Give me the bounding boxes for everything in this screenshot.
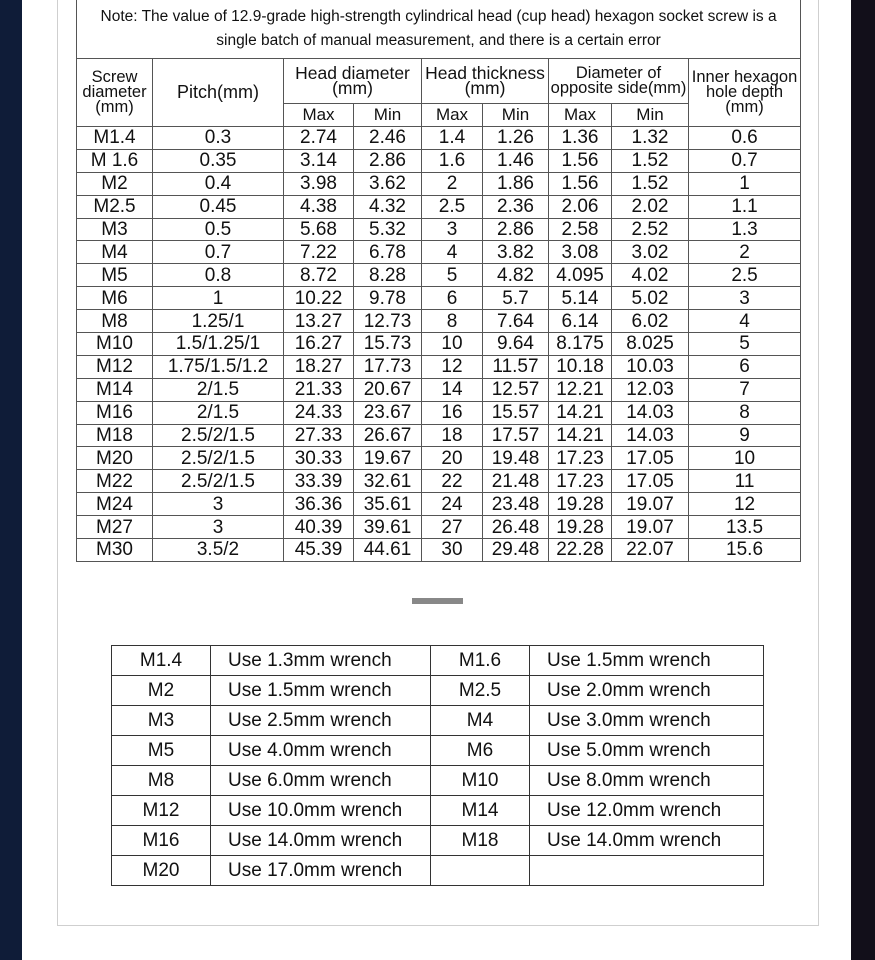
cell-hole-depth: 13.5 [689, 516, 801, 539]
cell-pitch: 2.5/2/1.5 [153, 424, 284, 447]
cell-screw-size: M20 [112, 856, 211, 886]
cell-opposite-side-min: 1.52 [612, 172, 689, 195]
cell-wrench-size: Use 14.0mm wrench [530, 826, 764, 856]
cell-hole-depth: 0.7 [689, 149, 801, 172]
cell-head-thickness-min: 21.48 [483, 470, 549, 493]
cell-opposite-side-max: 19.28 [549, 493, 612, 516]
wrench-size-table [111, 645, 764, 886]
cell-screw-diameter: M20 [77, 447, 153, 470]
cell-screw-diameter: M6 [77, 287, 153, 310]
cell-pitch: 0.5 [153, 218, 284, 241]
cell-head-thickness-max: 27 [422, 516, 483, 539]
cell-pitch: 0.35 [153, 149, 284, 172]
cell-opposite-side-max: 17.23 [549, 470, 612, 493]
cell-head-diameter-max: 33.39 [284, 470, 354, 493]
cell-wrench-size: Use 4.0mm wrench [211, 736, 431, 766]
cell-head-thickness-max: 24 [422, 493, 483, 516]
header-head-diameter-max: Max [284, 104, 354, 127]
cell-head-diameter-max: 16.27 [284, 333, 354, 356]
table-row [77, 333, 801, 356]
cell-head-thickness-min: 29.48 [483, 539, 549, 562]
table-row [77, 401, 801, 424]
cell-head-thickness-max: 3 [422, 218, 483, 241]
cell-wrench-size: Use 1.3mm wrench [211, 646, 431, 676]
cell-screw-diameter: M8 [77, 310, 153, 333]
cell-head-thickness-max: 6 [422, 287, 483, 310]
cell-head-thickness-min: 19.48 [483, 447, 549, 470]
cell-pitch: 1.5/1.25/1 [153, 333, 284, 356]
cell-wrench-size: Use 3.0mm wrench [530, 706, 764, 736]
cell-screw-diameter: M12 [77, 355, 153, 378]
cell-opposite-side-min: 5.02 [612, 287, 689, 310]
cell-opposite-side-max: 12.21 [549, 378, 612, 401]
section-divider [412, 598, 463, 604]
cell-screw-diameter: M14 [77, 378, 153, 401]
cell-head-thickness-min: 23.48 [483, 493, 549, 516]
cell-head-diameter-min: 3.62 [354, 172, 422, 195]
cell-pitch: 2/1.5 [153, 401, 284, 424]
cell-head-diameter-max: 21.33 [284, 378, 354, 401]
cell-head-thickness-max: 22 [422, 470, 483, 493]
cell-head-diameter-min: 15.73 [354, 333, 422, 356]
cell-opposite-side-min: 19.07 [612, 516, 689, 539]
cell-head-diameter-min: 8.28 [354, 264, 422, 287]
cell-wrench-size: Use 8.0mm wrench [530, 766, 764, 796]
cell-head-diameter-min: 26.67 [354, 424, 422, 447]
cell-opposite-side-min: 8.025 [612, 333, 689, 356]
header-screw-diameter: Screw diameter (mm) [77, 59, 153, 127]
cell-opposite-side-min: 22.07 [612, 539, 689, 562]
cell-head-thickness-max: 20 [422, 447, 483, 470]
cell-pitch: 2/1.5 [153, 378, 284, 401]
cell-head-thickness-min: 9.64 [483, 333, 549, 356]
cell-head-thickness-min: 15.57 [483, 401, 549, 424]
cell-hole-depth: 11 [689, 470, 801, 493]
cell-head-thickness-min: 12.57 [483, 378, 549, 401]
cell-screw-size: M16 [112, 826, 211, 856]
cell-head-diameter-min: 20.67 [354, 378, 422, 401]
cell-screw-diameter: M2 [77, 172, 153, 195]
cell-head-diameter-max: 30.33 [284, 447, 354, 470]
header-pitch: Pitch(mm) [153, 59, 284, 127]
cell-head-diameter-max: 24.33 [284, 401, 354, 424]
cell-screw-size: M2.5 [431, 676, 530, 706]
table-row [112, 826, 764, 856]
cell-head-diameter-max: 40.39 [284, 516, 354, 539]
cell-pitch: 3 [153, 516, 284, 539]
header-opposite-side: Diameter of opposite side(mm) [549, 59, 689, 104]
cell-head-diameter-min: 2.46 [354, 127, 422, 150]
cell-head-thickness-min: 26.48 [483, 516, 549, 539]
cell-hole-depth: 1 [689, 172, 801, 195]
cell-opposite-side-max: 6.14 [549, 310, 612, 333]
cell-wrench-size: Use 14.0mm wrench [211, 826, 431, 856]
cell-screw-diameter: M5 [77, 264, 153, 287]
cell-opposite-side-min: 6.02 [612, 310, 689, 333]
cell-pitch: 2.5/2/1.5 [153, 447, 284, 470]
cell-opposite-side-min: 17.05 [612, 470, 689, 493]
cell-hole-depth: 1.3 [689, 218, 801, 241]
cell-screw-size: M3 [112, 706, 211, 736]
cell-head-thickness-max: 30 [422, 539, 483, 562]
cell-opposite-side-min: 19.07 [612, 493, 689, 516]
cell-wrench-size: Use 5.0mm wrench [530, 736, 764, 766]
cell-opposite-side-max: 14.21 [549, 424, 612, 447]
cell-screw-size: M10 [431, 766, 530, 796]
table-row [77, 539, 801, 562]
header-head-thickness: Head thickness (mm) [422, 59, 549, 104]
cell-pitch: 0.45 [153, 195, 284, 218]
cell-screw-diameter: M18 [77, 424, 153, 447]
cell-screw-diameter: M3 [77, 218, 153, 241]
cell-hole-depth: 3 [689, 287, 801, 310]
cell-head-thickness-min: 2.36 [483, 195, 549, 218]
cell-hole-depth: 12 [689, 493, 801, 516]
header-head-diameter-min: Min [354, 104, 422, 127]
cell-head-thickness-min: 7.64 [483, 310, 549, 333]
cell-head-diameter-min: 2.86 [354, 149, 422, 172]
cell-head-diameter-min: 17.73 [354, 355, 422, 378]
cell-head-diameter-max: 8.72 [284, 264, 354, 287]
cell-head-thickness-min: 4.82 [483, 264, 549, 287]
table-row [77, 241, 801, 264]
cell-head-thickness-max: 12 [422, 355, 483, 378]
cell-screw-diameter: M 1.6 [77, 149, 153, 172]
cell-screw-size: M8 [112, 766, 211, 796]
cell-opposite-side-min: 4.02 [612, 264, 689, 287]
cell-opposite-side-max: 5.14 [549, 287, 612, 310]
cell-head-diameter-min: 44.61 [354, 539, 422, 562]
right-border-strip [851, 0, 875, 960]
cell-pitch: 1.75/1.5/1.2 [153, 355, 284, 378]
cell-wrench-size: Use 12.0mm wrench [530, 796, 764, 826]
cell-hole-depth: 5 [689, 333, 801, 356]
table-row [112, 856, 764, 886]
cell-screw-diameter: M30 [77, 539, 153, 562]
cell-opposite-side-min: 17.05 [612, 447, 689, 470]
cell-screw-size: M14 [431, 796, 530, 826]
table-row [77, 516, 801, 539]
cell-hole-depth: 9 [689, 424, 801, 447]
screw-spec-table [76, 0, 801, 562]
cell-head-diameter-max: 13.27 [284, 310, 354, 333]
table-row [77, 287, 801, 310]
table-row [77, 172, 801, 195]
cell-hole-depth: 4 [689, 310, 801, 333]
header-opposite-side-min: Min [612, 104, 689, 127]
cell-head-diameter-max: 18.27 [284, 355, 354, 378]
table-row [77, 355, 801, 378]
cell-opposite-side-max: 2.58 [549, 218, 612, 241]
cell-pitch: 0.4 [153, 172, 284, 195]
cell-head-thickness-max: 4 [422, 241, 483, 264]
cell-head-thickness-min: 5.7 [483, 287, 549, 310]
header-head-thickness-max: Max [422, 104, 483, 127]
table-row [77, 195, 801, 218]
header-head-diameter: Head diameter (mm) [284, 59, 422, 104]
cell-opposite-side-min: 12.03 [612, 378, 689, 401]
cell-screw-diameter: M10 [77, 333, 153, 356]
cell-screw-diameter: M16 [77, 401, 153, 424]
cell-opposite-side-min: 3.02 [612, 241, 689, 264]
table-row [77, 447, 801, 470]
cell-head-diameter-min: 23.67 [354, 401, 422, 424]
cell-wrench-size: Use 2.0mm wrench [530, 676, 764, 706]
cell-head-thickness-max: 1.6 [422, 149, 483, 172]
cell-pitch: 0.8 [153, 264, 284, 287]
cell-opposite-side-max: 10.18 [549, 355, 612, 378]
cell-head-diameter-min: 12.73 [354, 310, 422, 333]
cell-screw-size: M1.4 [112, 646, 211, 676]
cell-wrench-size: Use 10.0mm wrench [211, 796, 431, 826]
table-row [77, 127, 801, 150]
cell-screw-size [431, 856, 530, 886]
cell-hole-depth: 15.6 [689, 539, 801, 562]
cell-head-diameter-min: 5.32 [354, 218, 422, 241]
measurement-note: Note: The value of 12.9-grade high-strength cylindrical head (cup head) hexagon socket screw is a single batch of manual measurement, and there is a certain error [77, 0, 801, 59]
cell-head-thickness-max: 1.4 [422, 127, 483, 150]
table-row [77, 424, 801, 447]
cell-screw-size: M5 [112, 736, 211, 766]
cell-screw-diameter: M2.5 [77, 195, 153, 218]
left-border-strip [0, 0, 22, 960]
cell-opposite-side-min: 14.03 [612, 424, 689, 447]
cell-head-thickness-min: 1.26 [483, 127, 549, 150]
cell-wrench-size: Use 2.5mm wrench [211, 706, 431, 736]
cell-head-thickness-max: 16 [422, 401, 483, 424]
cell-head-diameter-max: 45.39 [284, 539, 354, 562]
cell-hole-depth: 1.1 [689, 195, 801, 218]
cell-hole-depth: 6 [689, 355, 801, 378]
table-row [112, 796, 764, 826]
cell-opposite-side-max: 1.56 [549, 172, 612, 195]
cell-wrench-size: Use 1.5mm wrench [530, 646, 764, 676]
cell-head-diameter-max: 5.68 [284, 218, 354, 241]
cell-wrench-size: Use 17.0mm wrench [211, 856, 431, 886]
cell-screw-diameter: M4 [77, 241, 153, 264]
cell-screw-size: M6 [431, 736, 530, 766]
cell-pitch: 1 [153, 287, 284, 310]
table-row [112, 706, 764, 736]
cell-head-thickness-max: 8 [422, 310, 483, 333]
cell-screw-size: M12 [112, 796, 211, 826]
header-opposite-side-max: Max [549, 104, 612, 127]
cell-opposite-side-max: 17.23 [549, 447, 612, 470]
cell-head-thickness-max: 5 [422, 264, 483, 287]
cell-wrench-size: Use 1.5mm wrench [211, 676, 431, 706]
table-row [112, 646, 764, 676]
cell-pitch: 3.5/2 [153, 539, 284, 562]
cell-screw-size: M1.6 [431, 646, 530, 676]
cell-opposite-side-min: 1.32 [612, 127, 689, 150]
cell-head-diameter-max: 3.14 [284, 149, 354, 172]
cell-opposite-side-min: 2.02 [612, 195, 689, 218]
table-row [77, 264, 801, 287]
cell-opposite-side-max: 14.21 [549, 401, 612, 424]
table-row [112, 766, 764, 796]
table-row [77, 493, 801, 516]
cell-head-diameter-min: 32.61 [354, 470, 422, 493]
cell-pitch: 1.25/1 [153, 310, 284, 333]
cell-head-diameter-max: 3.98 [284, 172, 354, 195]
cell-screw-size: M4 [431, 706, 530, 736]
cell-head-thickness-min: 17.57 [483, 424, 549, 447]
cell-head-diameter-max: 2.74 [284, 127, 354, 150]
cell-head-diameter-min: 9.78 [354, 287, 422, 310]
cell-head-thickness-min: 1.46 [483, 149, 549, 172]
table-row [112, 676, 764, 706]
cell-head-diameter-min: 6.78 [354, 241, 422, 264]
table-row [77, 149, 801, 172]
cell-opposite-side-max: 1.56 [549, 149, 612, 172]
cell-opposite-side-max: 1.36 [549, 127, 612, 150]
cell-head-diameter-max: 36.36 [284, 493, 354, 516]
cell-opposite-side-max: 8.175 [549, 333, 612, 356]
table-row [112, 736, 764, 766]
table-row [77, 378, 801, 401]
cell-head-diameter-max: 7.22 [284, 241, 354, 264]
cell-opposite-side-max: 4.095 [549, 264, 612, 287]
cell-head-thickness-max: 2 [422, 172, 483, 195]
cell-screw-diameter: M1.4 [77, 127, 153, 150]
cell-head-diameter-min: 19.67 [354, 447, 422, 470]
cell-pitch: 3 [153, 493, 284, 516]
cell-opposite-side-max: 3.08 [549, 241, 612, 264]
cell-hole-depth: 7 [689, 378, 801, 401]
header-hole-depth: Inner hexagon hole depth (mm) [689, 59, 801, 127]
cell-opposite-side-max: 19.28 [549, 516, 612, 539]
cell-head-thickness-min: 1.86 [483, 172, 549, 195]
cell-opposite-side-max: 22.28 [549, 539, 612, 562]
cell-head-thickness-min: 11.57 [483, 355, 549, 378]
cell-screw-diameter: M22 [77, 470, 153, 493]
cell-head-thickness-max: 18 [422, 424, 483, 447]
table-row [77, 218, 801, 241]
cell-hole-depth: 10 [689, 447, 801, 470]
cell-head-diameter-max: 4.38 [284, 195, 354, 218]
cell-pitch: 2.5/2/1.5 [153, 470, 284, 493]
cell-head-thickness-max: 10 [422, 333, 483, 356]
cell-screw-size: M2 [112, 676, 211, 706]
cell-head-thickness-max: 2.5 [422, 195, 483, 218]
cell-screw-diameter: M27 [77, 516, 153, 539]
cell-hole-depth: 2.5 [689, 264, 801, 287]
cell-opposite-side-min: 14.03 [612, 401, 689, 424]
cell-head-thickness-min: 3.82 [483, 241, 549, 264]
cell-opposite-side-min: 1.52 [612, 149, 689, 172]
cell-hole-depth: 8 [689, 401, 801, 424]
cell-hole-depth: 2 [689, 241, 801, 264]
table-row [77, 470, 801, 493]
cell-head-diameter-min: 35.61 [354, 493, 422, 516]
cell-wrench-size: Use 6.0mm wrench [211, 766, 431, 796]
cell-opposite-side-max: 2.06 [549, 195, 612, 218]
cell-head-diameter-max: 10.22 [284, 287, 354, 310]
cell-hole-depth: 0.6 [689, 127, 801, 150]
cell-opposite-side-min: 2.52 [612, 218, 689, 241]
cell-opposite-side-min: 10.03 [612, 355, 689, 378]
cell-pitch: 0.3 [153, 127, 284, 150]
cell-head-diameter-min: 4.32 [354, 195, 422, 218]
cell-head-diameter-max: 27.33 [284, 424, 354, 447]
header-head-thickness-min: Min [483, 104, 549, 127]
cell-head-thickness-min: 2.86 [483, 218, 549, 241]
cell-head-thickness-max: 14 [422, 378, 483, 401]
cell-wrench-size [530, 856, 764, 886]
cell-pitch: 0.7 [153, 241, 284, 264]
cell-head-diameter-min: 39.61 [354, 516, 422, 539]
table-row [77, 310, 801, 333]
cell-screw-diameter: M24 [77, 493, 153, 516]
cell-screw-size: M18 [431, 826, 530, 856]
